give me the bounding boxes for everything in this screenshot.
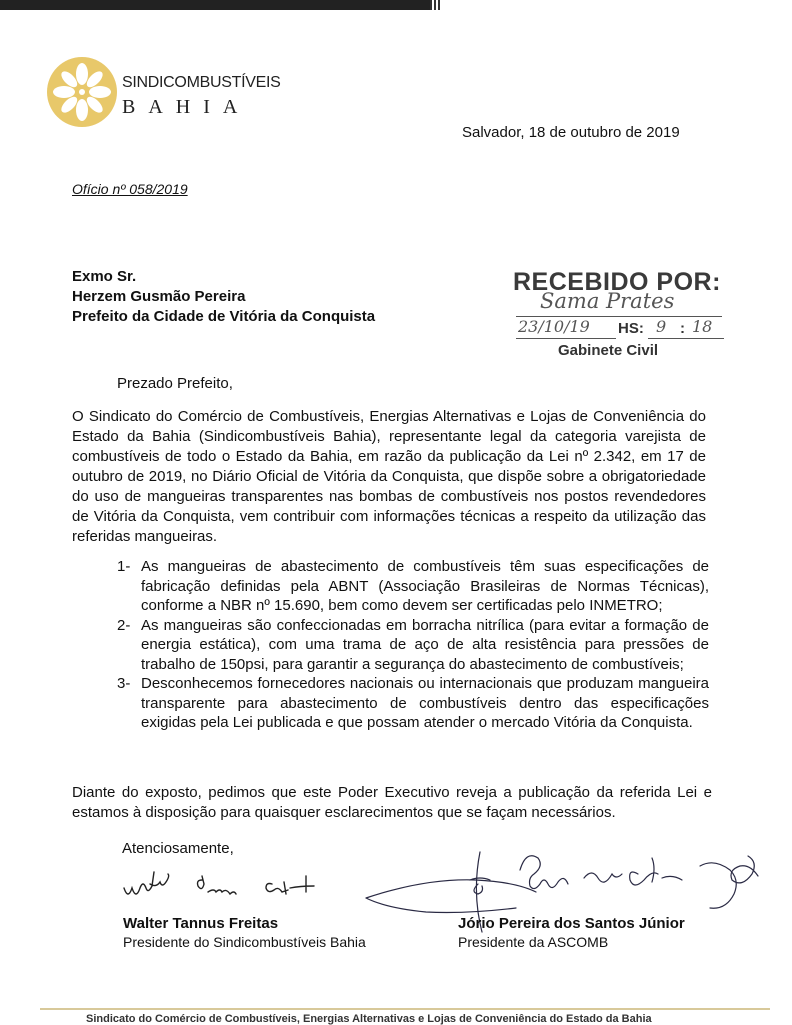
list-item (117, 616, 709, 675)
intro-paragraph: O Sindicato do Comércio de Combustíveis, Energias Alternativas e Lojas de Conveniência do Estado da Bahia (Sindicombustíveis Bahia), representante legal da categoria varejista de combustíveis de todo o Estado da Bahia, em razão da publicação da Lei nº 2.342, em 17 de outubro de 2019, no Diário Oficial de Vitória da Conquista, que dispõe sobre a obrigatoriedade do uso de mangueiras transparentes nas bombas de combustíveis nos postos revendedores de Vitória da Conquista, vem contribuir com informações técnicas a respeito da utilização das referidas mangueiras. (72, 408, 706, 545)
brand-subname: BAHIA (122, 96, 251, 118)
list-item (117, 674, 709, 733)
recipient-title: Prefeito da Cidade de Vitória da Conquista (72, 308, 376, 325)
list-item-number: 2- (117, 616, 131, 634)
received-minute-handwriting: 18 (692, 317, 713, 336)
signer2-name: Jório Pereira dos Santos Júnior (458, 915, 685, 932)
reference-number: Ofício nº 058/2019 (72, 181, 188, 197)
stamp-department: Gabinete Civil (558, 342, 659, 359)
stamp-date-line (516, 338, 616, 339)
scan-edge-pattern (430, 0, 440, 10)
stamp-time-separator: : (680, 320, 685, 337)
footer-divider (40, 1008, 770, 1010)
received-date-handwriting: 23/10/19 (518, 317, 590, 336)
stamp-time-line (648, 338, 724, 339)
recipient-salutation: Exmo Sr. (72, 268, 137, 285)
list-item-text: As mangueiras são confeccionadas em borracha nitrílica (para evitar a formação de energia estática), com uma trama de aço de alta resistência para pressões de trabalho de 150psi, para garantir a segurança do abastecimento de combustíveis; (141, 616, 709, 673)
received-hour-handwriting: 9 (656, 317, 667, 336)
sindicombustiveis-logo (46, 56, 118, 128)
greeting: Prezado Prefeito, (117, 375, 233, 392)
date-line: Salvador, 18 de outubro de 2019 (462, 124, 680, 141)
points-list (117, 557, 709, 733)
signer1-role: Presidente do Sindicombustíveis Bahia (123, 934, 366, 950)
list-item-number: 3- (117, 675, 131, 692)
signer1-name: Walter Tannus Freitas (123, 915, 279, 932)
brand-name: SINDICOMBUSTÍVEIS (122, 74, 281, 91)
scan-edge-bar (0, 0, 430, 10)
recipient-block (72, 267, 375, 327)
closing-paragraph: Diante do exposto, pedimos que este Poder Executivo reveja a publicação da referida Lei e estamos à disposição para quaisquer esclarecimentos que se façam necessários. (72, 784, 712, 821)
list-item-number: 1- (117, 558, 131, 575)
stamp-hs-label: HS: (618, 320, 644, 337)
received-stamp-title: RECEBIDO POR: (513, 268, 721, 296)
recipient-name: Herzem Gusmão Pereira (72, 288, 246, 305)
footer-text: Sindicato do Comércio de Combustíveis, Energias Alternativas e Lojas de Conveniência do Estado da Bahia (86, 1013, 652, 1025)
signer2-role: Presidente da ASCOMB (458, 934, 609, 950)
signature-walter (124, 872, 314, 894)
list-item-text: Desconhecemos fornecedores nacionais ou internacionais que produzam mangueira transparente para abastecimento de combustíveis dentro das especificações exigidas pela Lei publicada e que possam atender o mercado Vitória da Conquista. (141, 675, 709, 731)
received-by-handwriting: Sama Prates (540, 289, 675, 313)
regards: Atenciosamente, (122, 840, 234, 857)
list-item-text: As mangueiras de abastecimento de combustíveis têm suas especificações de fabricação definidas pela ABNT (Associação Brasileiras de Normas Técnicas), conforme a NBR nº 15.690, bem como devem ser certificadas pelo INMETRO; (141, 558, 709, 614)
list-item (117, 557, 709, 616)
